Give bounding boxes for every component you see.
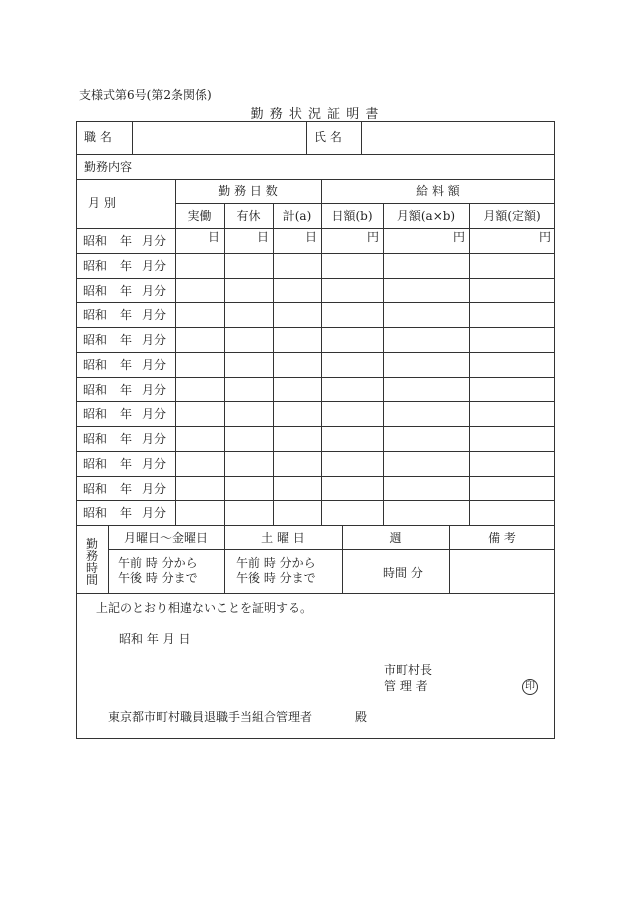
hours-label-char-4: 間 [86, 573, 99, 587]
month-column-header: 月 別 [88, 196, 116, 210]
work-days-header: 勤 務 日 数 [218, 184, 278, 198]
addressee-honorific: 殿 [355, 710, 368, 724]
rule-row-separator [76, 278, 555, 279]
remarks-header: 備 考 [488, 531, 516, 545]
rule-leave-col [273, 203, 274, 525]
unit-day-actual: 日 [207, 230, 220, 244]
month-row-month: 月分 [142, 456, 167, 471]
unit-yen-daily: 円 [366, 230, 379, 244]
rule-row-separator [76, 327, 555, 328]
month-row-year: 年 [120, 308, 133, 323]
rule-row-separator [76, 476, 555, 477]
month-row-era: 昭和 [83, 283, 108, 298]
rule-duty-bottom [76, 179, 555, 180]
month-row-year: 年 [120, 506, 133, 521]
certification-date: 昭和 年 月 日 [119, 632, 191, 646]
col-monthly-fixed-header: 月額(定額) [483, 209, 541, 223]
month-row-era: 昭和 [83, 481, 108, 496]
col-daily-header: 日額(b) [331, 209, 373, 223]
col-paid-leave-header: 有休 [236, 209, 261, 223]
rule-row-separator [76, 500, 555, 501]
month-row-era: 昭和 [83, 506, 108, 521]
rule-row-separator [76, 352, 555, 353]
job-title-label: 職 名 [84, 130, 112, 144]
month-row-year: 年 [120, 357, 133, 372]
month-row-month: 月分 [142, 258, 167, 273]
form-number-label: 支様式第6号(第2条関係) [79, 88, 212, 102]
rule-monthly-col [469, 203, 470, 525]
rule-table-bottom [76, 525, 555, 526]
month-row-era: 昭和 [83, 234, 108, 248]
rule-actual-col [224, 203, 225, 525]
month-row-year: 年 [120, 283, 133, 298]
saturday-hours-header: 土 曜 日 [261, 531, 305, 545]
seal-mark-icon: 印 [522, 679, 538, 695]
unit-day-total: 日 [304, 230, 317, 244]
rule-hours-bottom [76, 593, 555, 594]
month-row-month: 月分 [142, 357, 167, 372]
month-row-year: 年 [120, 333, 133, 347]
rule-row-separator [76, 426, 555, 427]
document-title: 勤 務 状 況 証 明 書 [250, 107, 380, 122]
rule-daily-col [383, 203, 384, 525]
duty-label: 勤務内容 [84, 160, 133, 174]
unit-yen-monthly-fixed: 円 [538, 230, 551, 244]
hours-label-char-3: 時 [86, 561, 99, 575]
month-row-month: 月分 [142, 283, 167, 298]
rule-row-separator [76, 377, 555, 378]
week-hours-header: 週 [389, 531, 402, 545]
month-row-era: 昭和 [83, 407, 108, 422]
rule-name-bottom [76, 154, 555, 155]
month-row-month: 月分 [142, 432, 167, 446]
month-row-era: 昭和 [83, 258, 108, 273]
month-row-month: 月分 [142, 481, 167, 496]
month-row-era: 昭和 [83, 308, 108, 323]
weekly-total-hours: 時間 分 [383, 566, 423, 580]
hours-label-char-2: 務 [86, 549, 99, 563]
month-row-year: 年 [120, 456, 133, 471]
rule-hours-header [108, 549, 555, 550]
rule-name-col1 [132, 121, 133, 154]
rule-header-split [175, 203, 555, 204]
salary-header: 給 料 額 [416, 184, 460, 198]
rule-row-separator [76, 228, 555, 229]
signer-title-mayor: 市町村長 [384, 663, 433, 677]
rule-row-separator [76, 302, 555, 303]
name-label: 氏 名 [314, 130, 342, 144]
month-row-year: 年 [120, 481, 133, 496]
month-row-month: 月分 [142, 407, 167, 422]
weekday-end-time: 午後 時 分まで [118, 571, 198, 585]
hours-label-char-1: 勤 [86, 537, 99, 551]
certification-statement: 上記のとおり相違ないことを証明する。 [96, 601, 313, 615]
month-row-era: 昭和 [83, 333, 108, 347]
unit-day-leave: 日 [256, 230, 269, 244]
weekday-start-time: 午前 時 分から [118, 556, 198, 570]
month-row-year: 年 [120, 432, 133, 446]
month-row-year: 年 [120, 407, 133, 422]
month-row-month: 月分 [142, 308, 167, 323]
month-row-year: 年 [120, 382, 133, 397]
addressee: 東京都市町村職員退職手当組合管理者 [108, 710, 313, 724]
month-row-month: 月分 [142, 234, 167, 248]
col-total-header: 計(a) [282, 209, 312, 223]
rule-row-separator [76, 451, 555, 452]
col-actual-header: 実働 [187, 209, 212, 223]
month-row-era: 昭和 [83, 382, 108, 397]
col-monthly-calc-header: 月額(a×b) [396, 209, 456, 223]
month-row-year: 年 [120, 258, 133, 273]
month-row-month: 月分 [142, 506, 167, 521]
month-row-year: 年 [120, 234, 133, 248]
saturday-end-time: 午後 時 分まで [236, 571, 316, 585]
rule-name-col3 [361, 121, 362, 154]
weekday-hours-header: 月曜日～金曜日 [123, 531, 208, 545]
month-row-month: 月分 [142, 333, 167, 347]
unit-yen-monthly-calc: 円 [452, 230, 465, 244]
rule-row-separator [76, 401, 555, 402]
saturday-start-time: 午前 時 分から [236, 556, 316, 570]
rule-row-separator [76, 253, 555, 254]
month-row-era: 昭和 [83, 357, 108, 372]
month-row-era: 昭和 [83, 432, 108, 446]
month-row-era: 昭和 [83, 456, 108, 471]
rule-name-col2 [306, 121, 307, 154]
signer-title-administrator: 管 理 者 [384, 679, 428, 693]
month-row-month: 月分 [142, 382, 167, 397]
